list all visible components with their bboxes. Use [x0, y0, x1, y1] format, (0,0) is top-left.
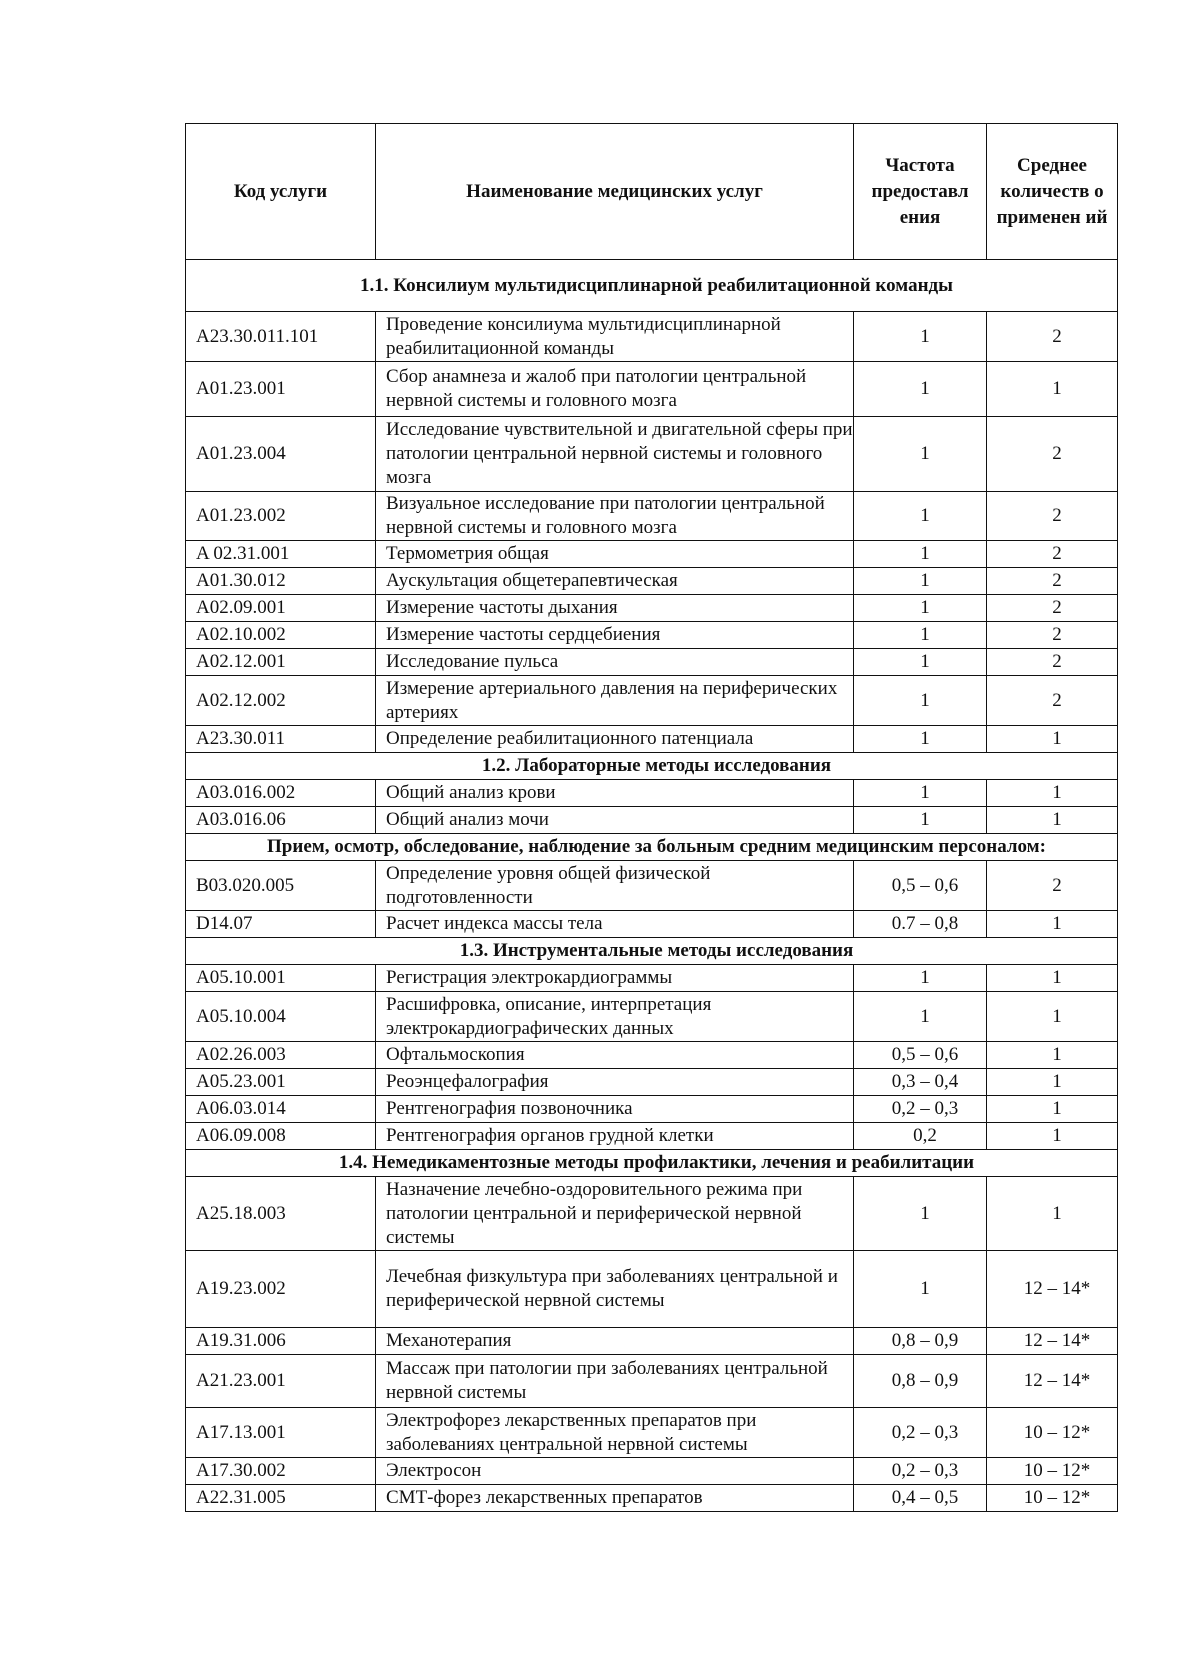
table-row: [186, 1123, 1118, 1150]
average-count-value: 1: [987, 362, 1118, 417]
service-code: A01.23.002: [186, 492, 376, 541]
service-name: Определение уровня общей физической подготовленности: [376, 861, 854, 911]
frequency-value: 0,5 – 0,6: [854, 861, 987, 911]
frequency-value: 1: [854, 992, 987, 1042]
section-row: [186, 938, 1118, 965]
service-name: Сбор анамнеза и жалоб при патологии центральной нервной системы и головного мозга: [376, 362, 854, 417]
frequency-value: 1: [854, 362, 987, 417]
service-name: Лечебная физкультура при заболеваниях центральной и периферической нервной системы: [376, 1251, 854, 1328]
average-count-value: 12 – 14*: [987, 1328, 1118, 1355]
table-row: [186, 1096, 1118, 1123]
frequency-value: 0.7 – 0,8: [854, 911, 987, 938]
table-row: [186, 622, 1118, 649]
frequency-value: 0,2 – 0,3: [854, 1096, 987, 1123]
table-row: [186, 780, 1118, 807]
average-count-value: 2: [987, 417, 1118, 492]
frequency-value: 1: [854, 312, 987, 362]
service-code: A19.31.006: [186, 1328, 376, 1355]
average-count-value: 2: [987, 676, 1118, 726]
header-average-count: Среднее количеств о применен ий: [987, 124, 1118, 260]
frequency-value: 1: [854, 649, 987, 676]
service-name: Офтальмоскопия: [376, 1042, 854, 1069]
service-code: A21.23.001: [186, 1355, 376, 1408]
service-name: Общий анализ крови: [376, 780, 854, 807]
service-code: A05.10.004: [186, 992, 376, 1042]
frequency-value: 0,8 – 0,9: [854, 1355, 987, 1408]
service-code: D14.07: [186, 911, 376, 938]
frequency-value: 1: [854, 417, 987, 492]
frequency-value: 1: [854, 568, 987, 595]
frequency-value: 0,2: [854, 1123, 987, 1150]
average-count-value: 12 – 14*: [987, 1251, 1118, 1328]
service-code: A17.13.001: [186, 1408, 376, 1458]
average-count-value: 10 – 12*: [987, 1408, 1118, 1458]
table-row: [186, 1355, 1118, 1408]
service-code: A02.10.002: [186, 622, 376, 649]
average-count-value: 1: [987, 965, 1118, 992]
table-row: [186, 965, 1118, 992]
table-row: [186, 1069, 1118, 1096]
table-row: [186, 417, 1118, 492]
service-code: A23.30.011: [186, 726, 376, 753]
frequency-value: 1: [854, 726, 987, 753]
service-code: A03.016.06: [186, 807, 376, 834]
service-name: Электросон: [376, 1458, 854, 1485]
frequency-value: 0,4 – 0,5: [854, 1485, 987, 1512]
service-name: Исследование чувствительной и двигательной сферы при патологии центральной нервной системы и головного мозга: [376, 417, 854, 492]
service-code: A17.30.002: [186, 1458, 376, 1485]
section-title: 1.3. Инструментальные методы исследования: [186, 938, 1118, 965]
table-row: [186, 1408, 1118, 1458]
service-name: Массаж при патологии при заболеваниях центральной нервной системы: [376, 1355, 854, 1408]
section-row: [186, 753, 1118, 780]
service-code: A19.23.002: [186, 1251, 376, 1328]
frequency-value: 0,2 – 0,3: [854, 1458, 987, 1485]
table-row: [186, 807, 1118, 834]
table-body: [186, 260, 1118, 1512]
table-row: [186, 726, 1118, 753]
service-code: A02.09.001: [186, 595, 376, 622]
service-code: A25.18.003: [186, 1177, 376, 1251]
average-count-value: 10 – 12*: [987, 1458, 1118, 1485]
frequency-value: 1: [854, 492, 987, 541]
service-name: Назначение лечебно-оздоровительного режима при патологии центральной и периферической нервной системы: [376, 1177, 854, 1251]
table-row: [186, 676, 1118, 726]
service-name: Общий анализ мочи: [376, 807, 854, 834]
service-code: A01.23.004: [186, 417, 376, 492]
average-count-value: 1: [987, 1096, 1118, 1123]
table-row: [186, 568, 1118, 595]
service-code: A05.23.001: [186, 1069, 376, 1096]
table-header-row: [186, 124, 1118, 260]
frequency-value: 1: [854, 807, 987, 834]
table-row: [186, 1251, 1118, 1328]
average-count-value: 2: [987, 861, 1118, 911]
average-count-value: 1: [987, 780, 1118, 807]
service-name: Рентгенография органов грудной клетки: [376, 1123, 854, 1150]
service-name: Исследование пульса: [376, 649, 854, 676]
table-row: [186, 861, 1118, 911]
service-name: Измерение артериального давления на периферических артериях: [376, 676, 854, 726]
frequency-value: 0,3 – 0,4: [854, 1069, 987, 1096]
frequency-value: 0,5 – 0,6: [854, 1042, 987, 1069]
table-row: [186, 541, 1118, 568]
frequency-value: 0,2 – 0,3: [854, 1408, 987, 1458]
service-name: Механотерапия: [376, 1328, 854, 1355]
service-code: A03.016.002: [186, 780, 376, 807]
table-row: [186, 1177, 1118, 1251]
average-count-value: 2: [987, 595, 1118, 622]
service-name: Электрофорез лекарственных препаратов при заболеваниях центральной нервной системы: [376, 1408, 854, 1458]
service-name: Проведение консилиума мультидисциплинарной реабилитационной команды: [376, 312, 854, 362]
section-title: 1.2. Лабораторные методы исследования: [186, 753, 1118, 780]
service-code: A02.26.003: [186, 1042, 376, 1069]
service-code: A05.10.001: [186, 965, 376, 992]
service-name: СМТ-форез лекарственных препаратов: [376, 1485, 854, 1512]
service-code: A06.03.014: [186, 1096, 376, 1123]
frequency-value: 1: [854, 676, 987, 726]
service-code: B03.020.005: [186, 861, 376, 911]
service-name: Термометрия общая: [376, 541, 854, 568]
average-count-value: 1: [987, 807, 1118, 834]
service-name: Визуальное исследование при патологии центральной нервной системы и головного мозга: [376, 492, 854, 541]
header-code: Код услуги: [186, 124, 376, 260]
average-count-value: 2: [987, 312, 1118, 362]
service-name: Аускультация общетерапевтическая: [376, 568, 854, 595]
section-title: 1.1. Консилиум мультидисциплинарной реабилитационной команды: [186, 260, 1118, 312]
service-code: A01.30.012: [186, 568, 376, 595]
average-count-value: 10 – 12*: [987, 1485, 1118, 1512]
average-count-value: 2: [987, 568, 1118, 595]
header-frequency: Частота предоставл ения: [854, 124, 987, 260]
table-row: [186, 1458, 1118, 1485]
service-code: A02.12.001: [186, 649, 376, 676]
frequency-value: 1: [854, 965, 987, 992]
frequency-value: 1: [854, 541, 987, 568]
service-name: Измерение частоты сердцебиения: [376, 622, 854, 649]
section-row: [186, 260, 1118, 312]
table-row: [186, 595, 1118, 622]
service-name: Расшифровка, описание, интерпретация электрокардиографических данных: [376, 992, 854, 1042]
average-count-value: 2: [987, 492, 1118, 541]
average-count-value: 2: [987, 541, 1118, 568]
table-row: [186, 492, 1118, 541]
table-row: [186, 1485, 1118, 1512]
section-row: [186, 1150, 1118, 1177]
table-row: [186, 1042, 1118, 1069]
average-count-value: 1: [987, 1069, 1118, 1096]
average-count-value: 1: [987, 1177, 1118, 1251]
service-name: Измерение частоты дыхания: [376, 595, 854, 622]
table-row: [186, 312, 1118, 362]
service-code: A23.30.011.101: [186, 312, 376, 362]
service-name: Регистрация электрокардиограммы: [376, 965, 854, 992]
frequency-value: 1: [854, 1177, 987, 1251]
average-count-value: 1: [987, 911, 1118, 938]
service-name: Рентгенография позвоночника: [376, 1096, 854, 1123]
table-row: [186, 911, 1118, 938]
table-row: [186, 362, 1118, 417]
average-count-value: 12 – 14*: [987, 1355, 1118, 1408]
header-name: Наименование медицинских услуг: [376, 124, 854, 260]
average-count-value: 1: [987, 992, 1118, 1042]
frequency-value: 1: [854, 595, 987, 622]
average-count-value: 2: [987, 649, 1118, 676]
section-row: [186, 834, 1118, 861]
frequency-value: 0,8 – 0,9: [854, 1328, 987, 1355]
service-code: A 02.31.001: [186, 541, 376, 568]
average-count-value: 1: [987, 1042, 1118, 1069]
service-code: A01.23.001: [186, 362, 376, 417]
frequency-value: 1: [854, 780, 987, 807]
service-code: A06.09.008: [186, 1123, 376, 1150]
section-title: 1.4. Немедикаментозные методы профилактики, лечения и реабилитации: [186, 1150, 1118, 1177]
table-row: [186, 992, 1118, 1042]
table-row: [186, 649, 1118, 676]
frequency-value: 1: [854, 1251, 987, 1328]
average-count-value: 1: [987, 1123, 1118, 1150]
service-code: A02.12.002: [186, 676, 376, 726]
service-name: Определение реабилитационного патенциала: [376, 726, 854, 753]
services-table: [185, 123, 1118, 1512]
frequency-value: 1: [854, 622, 987, 649]
service-name: Расчет индекса массы тела: [376, 911, 854, 938]
average-count-value: 2: [987, 622, 1118, 649]
service-name: Реоэнцефалография: [376, 1069, 854, 1096]
section-title: Прием, осмотр, обследование, наблюдение за больным средним медицинским персоналом:: [186, 834, 1118, 861]
service-code: A22.31.005: [186, 1485, 376, 1512]
average-count-value: 1: [987, 726, 1118, 753]
table-row: [186, 1328, 1118, 1355]
